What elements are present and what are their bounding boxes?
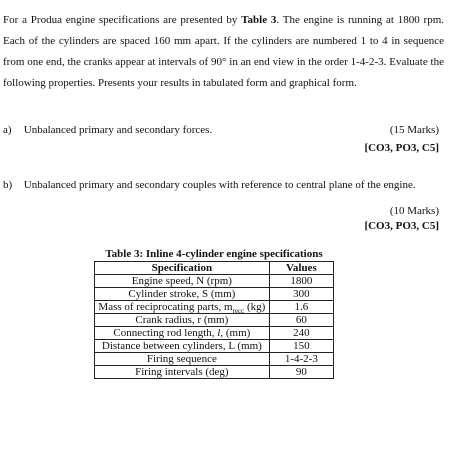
row-value: 240	[269, 327, 333, 340]
question-b-marks: (10 Marks)	[389, 205, 439, 217]
row-spec: Firing intervals (deg)	[95, 366, 270, 379]
row-value: 1-4-2-3	[269, 353, 333, 366]
row-value: 300	[269, 288, 333, 301]
table-row	[95, 314, 334, 327]
question-b-label: b)	[3, 179, 13, 191]
question-a-marks: (15 Marks)	[389, 124, 439, 136]
table-row	[95, 301, 334, 314]
table-caption: Table 3: Inline 4-cylinder engine specifications	[105, 248, 323, 260]
row-value: 150	[269, 340, 333, 353]
row-spec: Cylinder stroke, S (mm)	[95, 288, 270, 301]
table-row	[95, 275, 334, 288]
spec-table	[94, 261, 334, 379]
table-reference: Table 3	[241, 14, 277, 26]
table-row	[95, 327, 334, 340]
question-a-label: a)	[3, 124, 12, 136]
question-a-text: Unbalanced primary and secondary forces.	[23, 124, 213, 136]
row-spec: Firing sequence	[95, 353, 270, 366]
table-row	[95, 288, 334, 301]
row-value: 1800	[269, 275, 333, 288]
table-row	[95, 366, 334, 379]
row-spec: Distance between cylinders, L (mm)	[95, 340, 270, 353]
table-row	[95, 353, 334, 366]
question-b-codes: [CO3, PO3, C5]	[364, 220, 439, 232]
row-spec: Mass of reciprocating parts, $m_{recc}$ (kg)	[95, 301, 270, 314]
question-b	[3, 180, 416, 191]
row-spec: Crank radius, r (mm)	[95, 314, 270, 327]
table-header-row	[95, 262, 334, 275]
row-value: 1.6	[269, 301, 333, 314]
question-a	[3, 125, 212, 136]
row-spec: Engine speed, N (rpm)	[95, 275, 270, 288]
row-value: 60	[269, 314, 333, 327]
question-b-text: Unbalanced primary and secondary couples with reference to central plane of the engine.	[23, 179, 416, 191]
row-value: 90	[269, 366, 333, 379]
question-a-codes: [CO3, PO3, C5]	[364, 142, 439, 154]
problem-statement: For a Produa engine specifications are presented by Table 3. The engine is running at 1800 rpm. Each of the cylinders are spaced 160 mm apart. If the cylinders are numbered 1 to 4 in sequence from one end, the cranks appear at intervals of 90° in an end view in the order 1-4-2-3. Evaluate the following properties. Presents your results in tabulated form and graphical form.	[3, 14, 445, 89]
table-row	[95, 340, 334, 353]
row-spec: Connecting rod length, l, (mm)	[95, 327, 270, 340]
header-values: Values	[269, 262, 333, 275]
header-specification: Specification	[95, 262, 270, 275]
spec-table-block	[94, 249, 334, 379]
